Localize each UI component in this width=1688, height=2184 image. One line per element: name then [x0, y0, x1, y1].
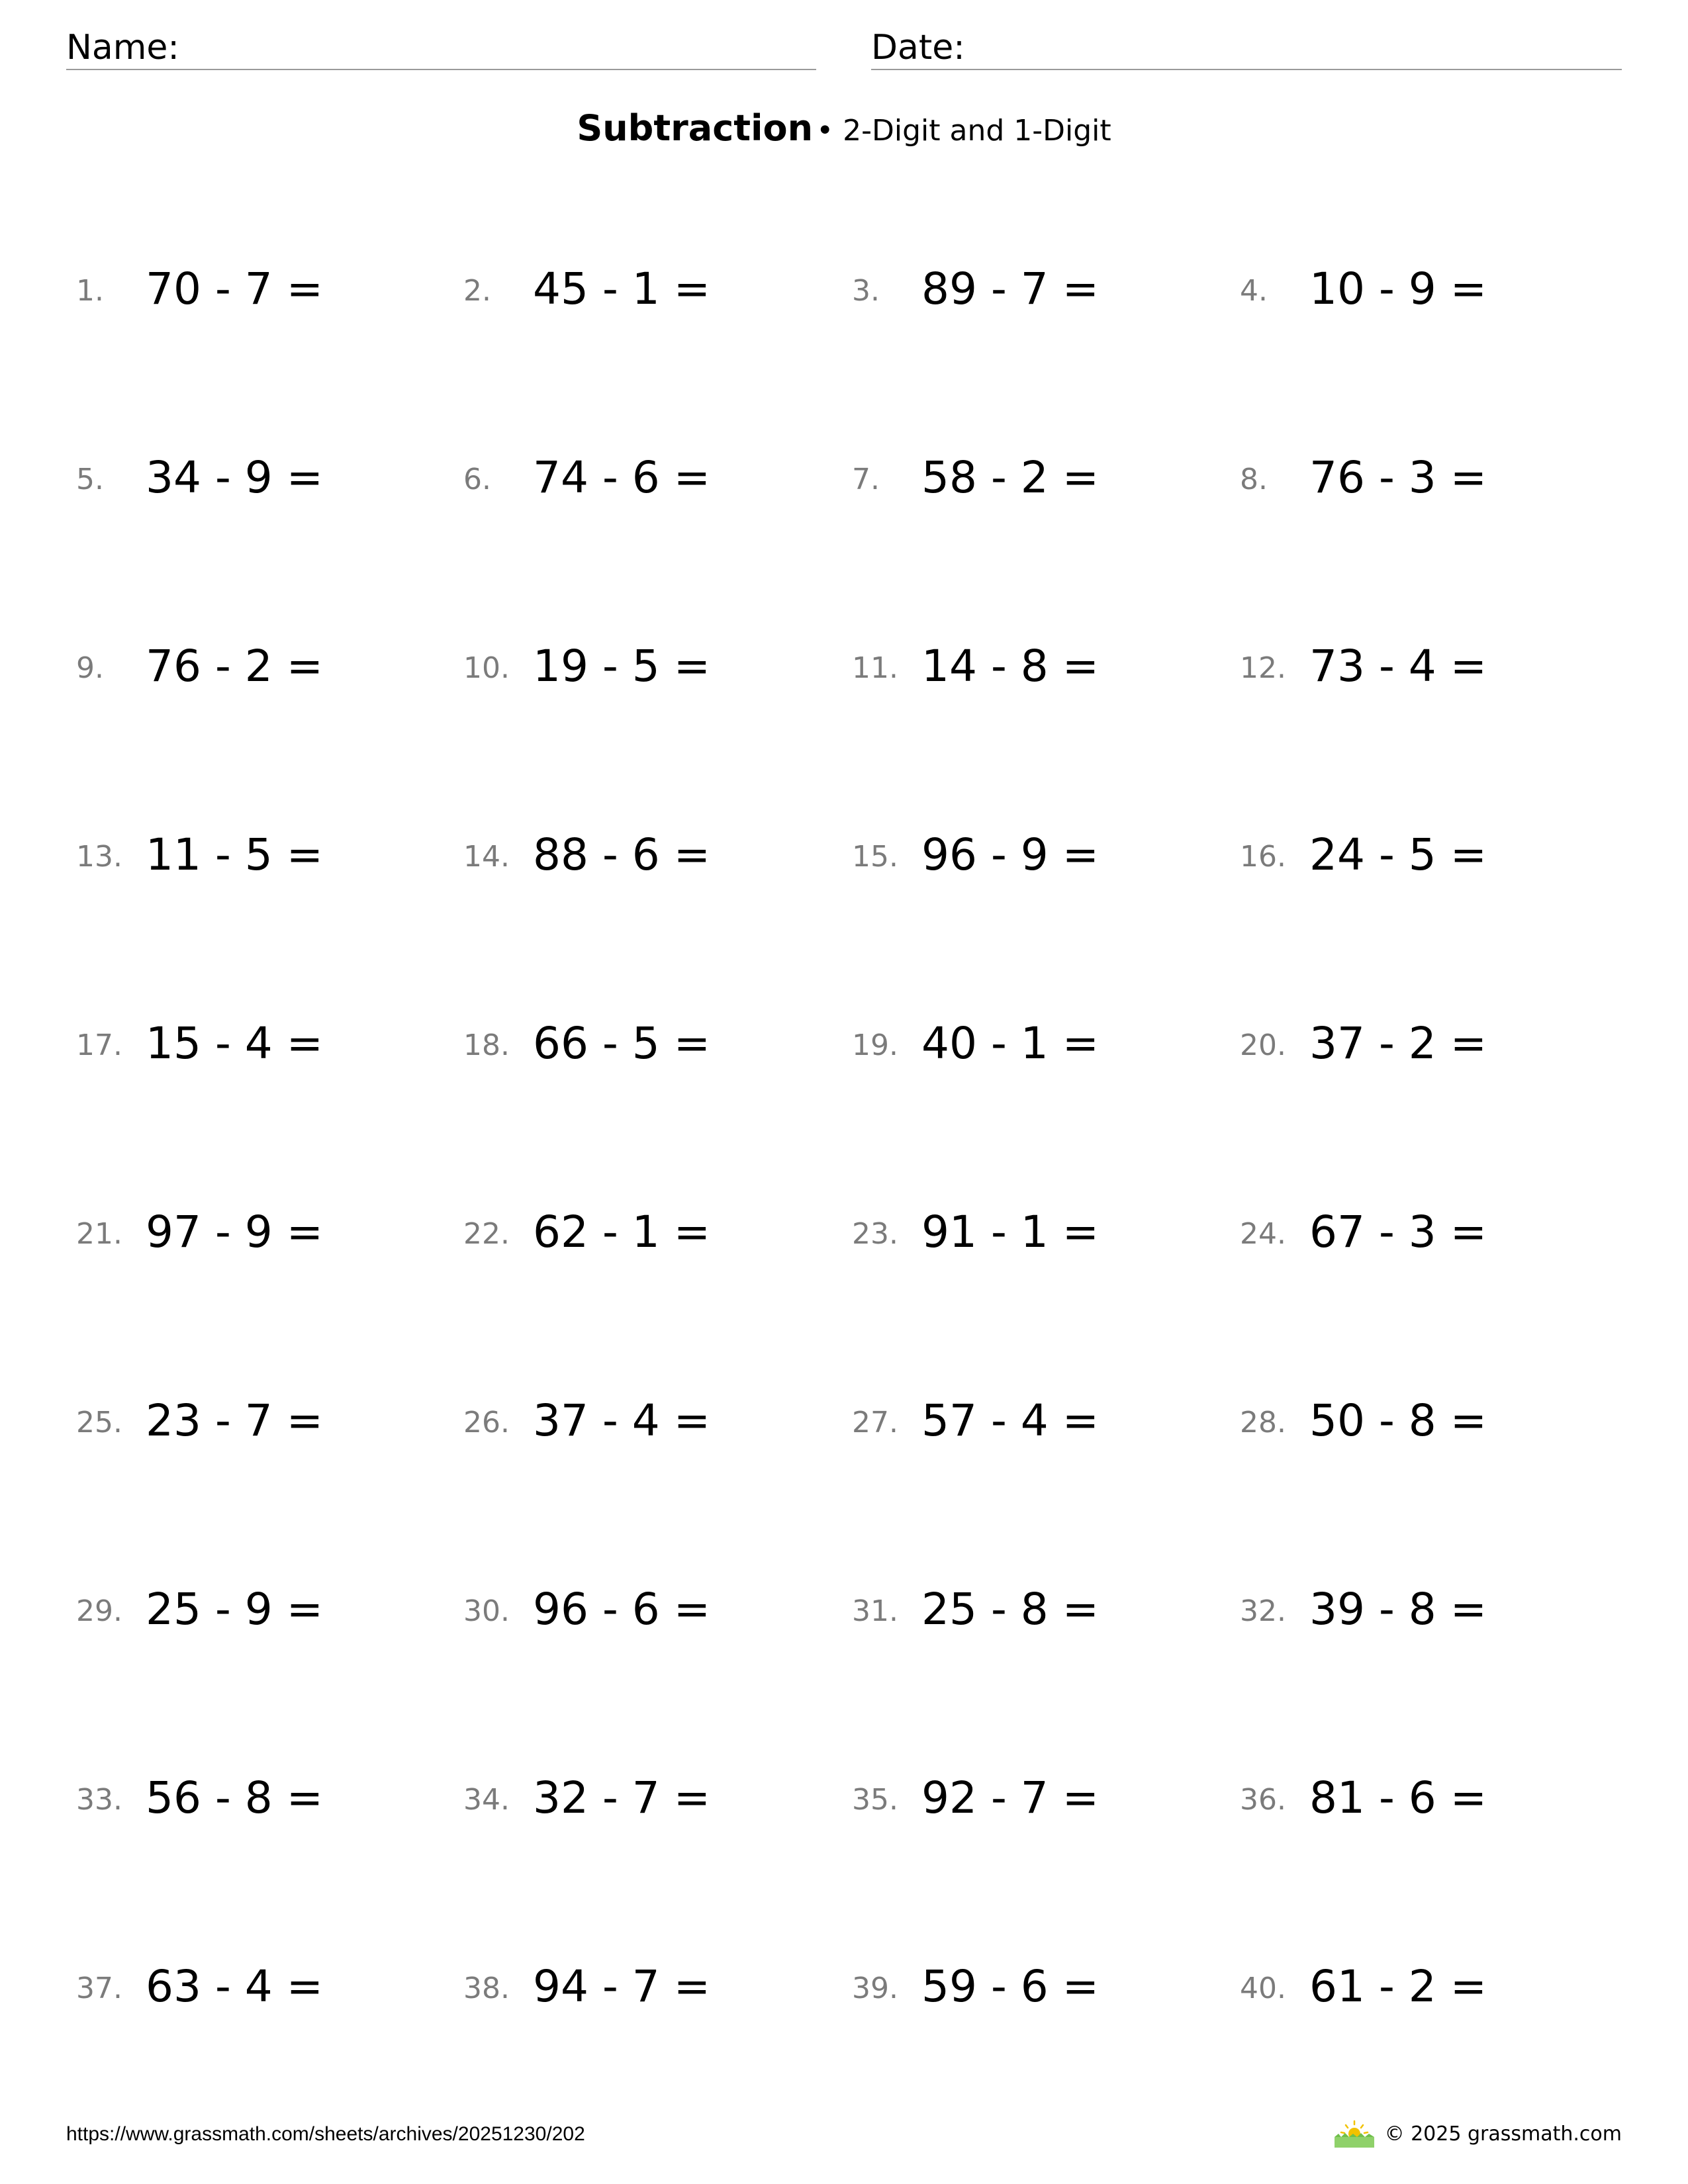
problem-expression: 32 - 7 = [533, 1772, 711, 1823]
problem-expression: 19 - 5 = [533, 641, 711, 692]
problem-number: 2. [463, 274, 491, 308]
problem-item [1240, 829, 1584, 880]
problem-expression: 88 - 6 = [533, 829, 711, 880]
problem-item [76, 1584, 420, 1635]
problem-item [463, 641, 808, 692]
problem-item [76, 1018, 420, 1069]
problem-number: 24. [1240, 1217, 1286, 1251]
problem-item [852, 452, 1196, 503]
problem-number: 9. [76, 651, 104, 685]
problem-expression: 57 - 4 = [921, 1395, 1100, 1446]
problem-item [852, 641, 1196, 692]
problem-number: 17. [76, 1028, 122, 1062]
problem-item [852, 1206, 1196, 1257]
problem-item [852, 1772, 1196, 1823]
problem-expression: 74 - 6 = [533, 452, 711, 503]
problem-item [76, 452, 420, 503]
problem-expression: 25 - 8 = [921, 1584, 1100, 1635]
problem-expression: 96 - 9 = [921, 829, 1100, 880]
problem-number: 34. [463, 1783, 510, 1817]
problem-item [76, 1395, 420, 1446]
problem-item [463, 1206, 808, 1257]
problem-expression: 97 - 9 = [146, 1206, 324, 1257]
problem-number: 33. [76, 1783, 122, 1817]
problem-expression: 89 - 7 = [921, 263, 1100, 314]
problem-expression: 59 - 6 = [921, 1961, 1100, 2012]
problem-expression: 66 - 5 = [533, 1018, 711, 1069]
name-field[interactable] [66, 24, 816, 70]
problem-number: 29. [76, 1594, 122, 1628]
problem-number: 28. [1240, 1406, 1286, 1439]
problem-item [463, 1584, 808, 1635]
problem-number: 18. [463, 1028, 510, 1062]
problem-number: 5. [76, 463, 104, 496]
problem-number: 10. [463, 651, 510, 685]
problem-item [463, 452, 808, 503]
problem-expression: 62 - 1 = [533, 1206, 711, 1257]
problem-expression: 91 - 1 = [921, 1206, 1100, 1257]
problem-number: 15. [852, 840, 898, 874]
date-field[interactable] [871, 24, 1622, 70]
problem-item [852, 263, 1196, 314]
problem-number: 30. [463, 1594, 510, 1628]
problem-number: 27. [852, 1406, 898, 1439]
problem-number: 14. [463, 840, 510, 874]
sun-over-grass-icon [1333, 2119, 1376, 2148]
problem-expression: 37 - 2 = [1309, 1018, 1487, 1069]
problem-item [852, 829, 1196, 880]
problem-item [1240, 1206, 1584, 1257]
problem-expression: 92 - 7 = [921, 1772, 1100, 1823]
problem-expression: 10 - 9 = [1309, 263, 1487, 314]
problem-number: 35. [852, 1783, 898, 1817]
problem-expression: 34 - 9 = [146, 452, 324, 503]
problem-item [1240, 1584, 1584, 1635]
problem-expression: 76 - 2 = [146, 641, 324, 692]
problem-number: 37. [76, 1972, 122, 2005]
problem-number: 12. [1240, 651, 1286, 685]
problem-number: 36. [1240, 1783, 1286, 1817]
problem-number: 23. [852, 1217, 898, 1251]
problem-expression: 37 - 4 = [533, 1395, 711, 1446]
problem-number: 26. [463, 1406, 510, 1439]
problem-item [1240, 1961, 1584, 2012]
problem-item [1240, 641, 1584, 692]
problem-number: 38. [463, 1972, 510, 2005]
problem-item [1240, 263, 1584, 314]
problem-item [1240, 452, 1584, 503]
problem-number: 20. [1240, 1028, 1286, 1062]
problem-number: 3. [852, 274, 880, 308]
problem-number: 25. [76, 1406, 122, 1439]
problem-number: 39. [852, 1972, 898, 2005]
date-label: Date: [871, 28, 965, 68]
problem-expression: 24 - 5 = [1309, 829, 1487, 880]
problem-number: 11. [852, 651, 898, 685]
problem-expression: 39 - 8 = [1309, 1584, 1487, 1635]
problem-item [76, 829, 420, 880]
footer-url: https://www.grassmath.com/sheets/archives/20251230/202 [66, 2123, 585, 2145]
problem-expression: 56 - 8 = [146, 1772, 324, 1823]
problem-expression: 58 - 2 = [921, 452, 1100, 503]
problem-expression: 70 - 7 = [146, 263, 324, 314]
problem-expression: 23 - 7 = [146, 1395, 324, 1446]
problem-item [463, 829, 808, 880]
problem-item [852, 1961, 1196, 2012]
problem-expression: 63 - 4 = [146, 1961, 324, 2012]
problem-number: 4. [1240, 274, 1268, 308]
problem-item [76, 641, 420, 692]
problem-item [463, 1395, 808, 1446]
problem-item [852, 1584, 1196, 1635]
problem-number: 8. [1240, 463, 1268, 496]
problem-expression: 61 - 2 = [1309, 1961, 1487, 2012]
problem-item [852, 1395, 1196, 1446]
problem-number: 22. [463, 1217, 510, 1251]
problem-item [76, 263, 420, 314]
problem-expression: 45 - 1 = [533, 263, 711, 314]
problem-number: 6. [463, 463, 491, 496]
problem-number: 16. [1240, 840, 1286, 874]
problem-expression: 81 - 6 = [1309, 1772, 1487, 1823]
problem-number: 13. [76, 840, 122, 874]
problem-item [852, 1018, 1196, 1069]
problem-item [463, 1772, 808, 1823]
problem-expression: 76 - 3 = [1309, 452, 1487, 503]
title-subtitle: • 2-Digit and 1-Digit [816, 114, 1111, 148]
problem-expression: 11 - 5 = [146, 829, 324, 880]
name-label: Name: [66, 28, 179, 68]
problem-expression: 40 - 1 = [921, 1018, 1100, 1069]
problem-item [463, 1018, 808, 1069]
problem-number: 21. [76, 1217, 122, 1251]
problem-item [1240, 1018, 1584, 1069]
problem-number: 19. [852, 1028, 898, 1062]
copyright-text: © 2025 grassmath.com [1384, 2122, 1622, 2146]
problem-number: 31. [852, 1594, 898, 1628]
problem-number: 32. [1240, 1594, 1286, 1628]
problem-expression: 25 - 9 = [146, 1584, 324, 1635]
problem-item [76, 1961, 420, 2012]
problem-number: 40. [1240, 1972, 1286, 2005]
problem-expression: 96 - 6 = [533, 1584, 711, 1635]
problem-item [76, 1206, 420, 1257]
worksheet-title [0, 107, 1688, 149]
problem-number: 7. [852, 463, 880, 496]
problem-expression: 67 - 3 = [1309, 1206, 1487, 1257]
problem-expression: 50 - 8 = [1309, 1395, 1487, 1446]
problem-expression: 14 - 8 = [921, 641, 1100, 692]
problem-item [463, 263, 808, 314]
problem-expression: 15 - 4 = [146, 1018, 324, 1069]
problem-item [463, 1961, 808, 2012]
problem-number: 1. [76, 274, 104, 308]
title-main: Subtraction [577, 107, 814, 149]
problem-item [76, 1772, 420, 1823]
problem-expression: 94 - 7 = [533, 1961, 711, 2012]
problem-item [1240, 1772, 1584, 1823]
footer-branding [1333, 2120, 1622, 2147]
problem-expression: 73 - 4 = [1309, 641, 1487, 692]
problem-item [1240, 1395, 1584, 1446]
